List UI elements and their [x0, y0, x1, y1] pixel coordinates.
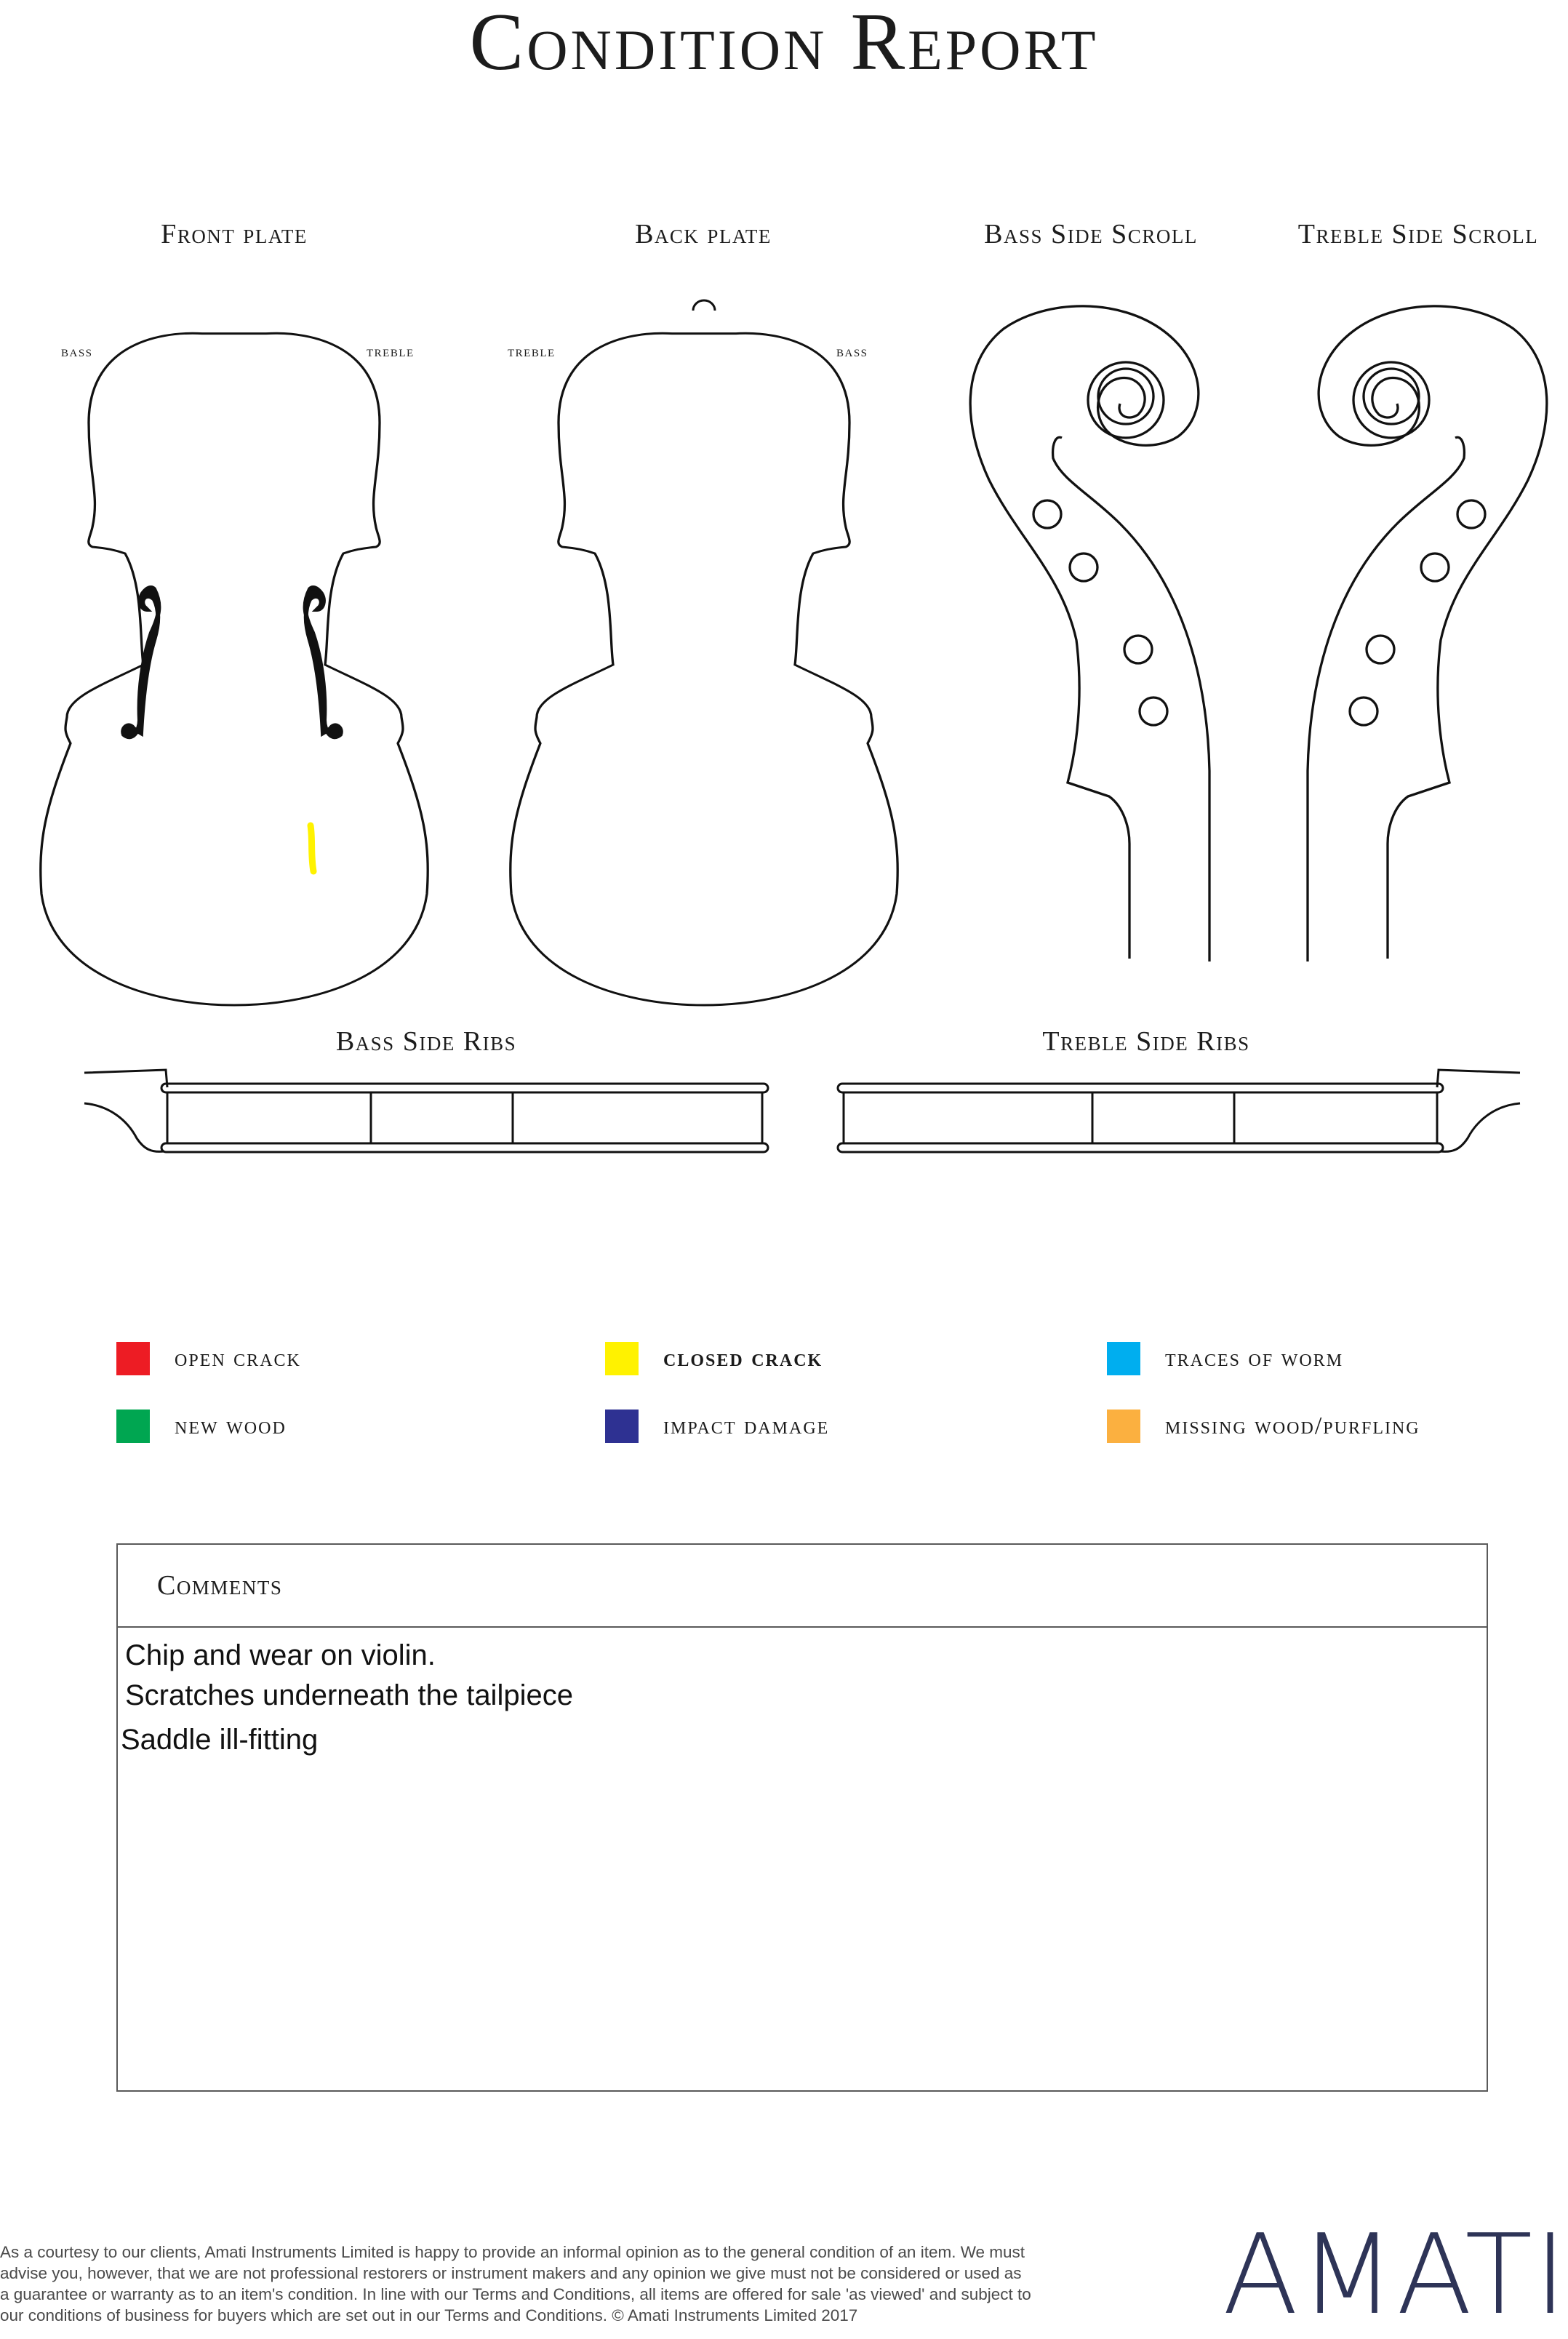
back-button-icon	[693, 300, 715, 311]
front-bass-label: bass	[61, 342, 93, 360]
back-treble-label: treble	[508, 342, 556, 360]
front-treble-label: treble	[367, 342, 415, 360]
treble-scroll-title: Treble Side Scroll	[1297, 219, 1539, 249]
treble-scroll-drawing	[1308, 306, 1547, 961]
treble-ribs-drawing	[838, 1070, 1520, 1152]
traces-of-worm-swatch	[1107, 1342, 1140, 1375]
legend-missing-wood: missing wood/purfling	[1107, 1410, 1420, 1443]
impact-damage-swatch	[605, 1410, 639, 1443]
new-wood-swatch	[116, 1410, 150, 1443]
disclaimer-line: a guarantee or warranty as to an item's condition. In line with our Terms and Conditions, all items are offered for sale 'as viewed' and subject to	[0, 2285, 1031, 2303]
comments-box	[116, 1543, 1488, 2092]
legend-new-wood: new wood	[116, 1410, 287, 1443]
closed-crack-swatch	[605, 1342, 639, 1375]
bass-scroll-drawing	[970, 306, 1209, 961]
front-f-hole-right-icon	[305, 588, 341, 737]
comment-line: Scratches underneath the tailpiece	[125, 1679, 573, 1711]
front-f-hole-left-icon	[123, 588, 159, 737]
report-title: Condition Report	[469, 0, 1099, 87]
comment-line: Saddle ill-fitting	[121, 1724, 319, 1756]
closed-crack-mark	[311, 825, 313, 871]
amati-logo: AMATI	[1223, 2210, 1568, 2339]
disclaimer	[0, 2242, 1164, 2326]
legend-impact-damage: impact damage	[605, 1410, 829, 1443]
comments-title: Comments	[118, 1545, 1487, 1628]
treble-scroll-peg-holes	[1350, 500, 1485, 725]
front-plate-title: Front plate	[161, 219, 308, 249]
back-plate-title: Back plate	[635, 219, 772, 249]
open-crack-swatch	[116, 1342, 150, 1375]
disclaimer-line: As a courtesy to our clients, Amati Instruments Limited is happy to provide an informal opinion as to the general condition of an item. We must	[0, 2243, 1025, 2261]
comment-line: Chip and wear on violin.	[125, 1639, 436, 1671]
treble-ribs-title: Treble Side Ribs	[1042, 1026, 1250, 1057]
legend-closed-crack: closed crack	[605, 1342, 823, 1375]
disclaimer-line: advise you, however, that we are not professional restorers or instrument makers and any opinion we give must not be considered or used as	[0, 2264, 1022, 2282]
legend-traces-of-worm: traces of worm	[1107, 1342, 1343, 1375]
bass-ribs-title: Bass Side Ribs	[335, 1026, 517, 1057]
back-plate-outline	[511, 333, 897, 1005]
bass-scroll-peg-holes	[1033, 500, 1167, 725]
missing-wood-swatch	[1107, 1410, 1140, 1443]
front-plate-outline	[41, 333, 428, 1005]
back-bass-label: bass	[836, 342, 868, 360]
bass-ribs-drawing	[84, 1070, 768, 1152]
legend-open-crack: open crack	[116, 1342, 301, 1375]
disclaimer-line: our conditions of business for buyers which are set out in our Terms and Conditions. © Amati Instruments Limited 2017	[0, 2306, 858, 2324]
bass-scroll-title: Bass Side Scroll	[984, 219, 1198, 249]
